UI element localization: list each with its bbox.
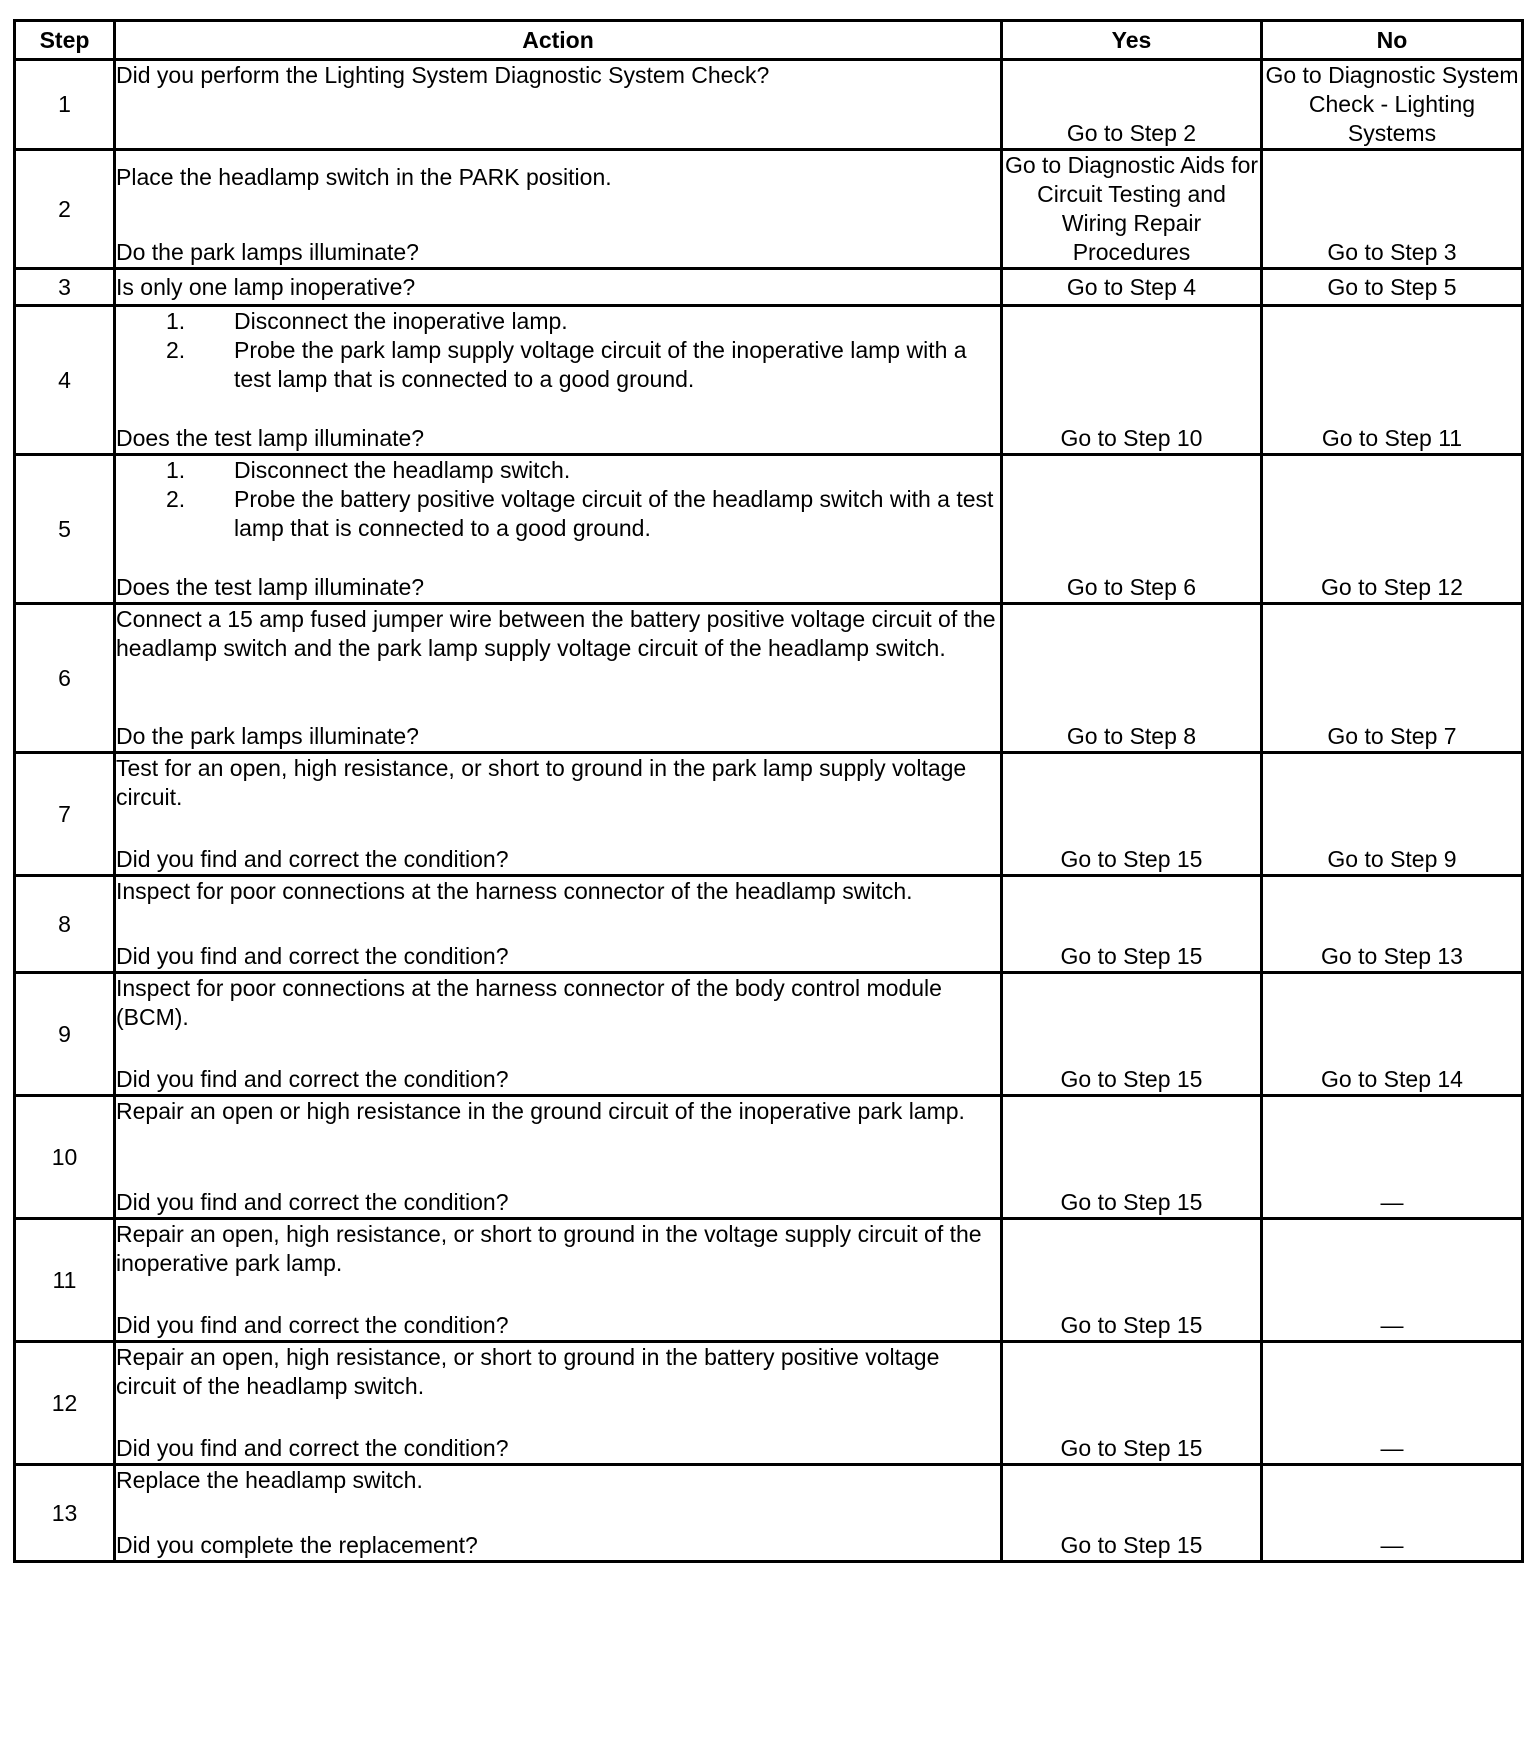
table-row [15,1465,1523,1562]
action-text: Place the headlamp switch in the PARK position. [116,164,612,190]
action-cell [115,1342,1002,1465]
action-instruction [116,877,1000,906]
action-text: Test for an open, high resistance, or short to ground in the park lamp supply voltage circuit. [116,755,967,810]
action-content [116,605,1000,751]
substep-list [116,307,1000,394]
action-content [116,1466,1000,1560]
header-row [15,21,1523,60]
yes-outcome: Go to Step 10 [1002,306,1262,455]
step-number: 4 [15,306,115,455]
action-cell [115,150,1002,269]
table-row [15,604,1523,753]
substep-number: 2. [166,337,186,363]
table-row [15,60,1523,150]
action-question: Do the park lamps illuminate? [116,723,419,749]
table-row [15,876,1523,973]
no-outcome: Go to Diagnostic System Check - Lighting Systems [1262,60,1523,150]
action-instruction [116,754,1000,812]
table-row [15,1219,1523,1342]
table-row [15,306,1523,455]
no-outcome: Go to Step 14 [1262,973,1523,1096]
table-row [15,1096,1523,1219]
action-instruction [116,1466,1000,1495]
action-cell [115,1465,1002,1562]
table-row [15,1342,1523,1465]
action-cell [115,973,1002,1096]
action-text: Repair an open or high resistance in the ground circuit of the inoperative park lamp. [116,1098,965,1124]
no-outcome: Go to Step 9 [1262,753,1523,876]
substep-item [116,456,1000,485]
action-cell [115,269,1002,306]
action-content [116,1343,1000,1463]
action-content [116,151,1000,267]
action-question: Did you find and correct the condition? [116,1189,509,1215]
action-text: Repair an open, high resistance, or short to ground in the voltage supply circuit of the inoperative park lamp. [116,1221,982,1276]
action-question: Did you find and correct the condition? [116,943,509,969]
action-text: Replace the headlamp switch. [116,1467,423,1493]
action-question: Did you find and correct the condition? [116,846,509,872]
action-cell [115,753,1002,876]
substep-item [116,485,1000,543]
step-number: 11 [15,1219,115,1342]
yes-outcome: Go to Step 6 [1002,455,1262,604]
substep-item [116,307,1000,336]
action-content [116,307,1000,453]
action-cell [115,1096,1002,1219]
substep-number: 2. [166,486,186,512]
table-row [15,753,1523,876]
action-instruction [116,1220,1000,1278]
action-instruction [116,61,1000,90]
action-question: Does the test lamp illuminate? [116,425,425,451]
action-content [116,456,1000,602]
no-outcome: — [1262,1342,1523,1465]
action-question: Does the test lamp illuminate? [116,574,425,600]
action-question: Did you find and correct the condition? [116,1312,509,1338]
step-number: 2 [15,150,115,269]
yes-outcome: Go to Step 15 [1002,1219,1262,1342]
action-question: Did you find and correct the condition? [116,1066,509,1092]
no-outcome: Go to Step 12 [1262,455,1523,604]
yes-outcome: Go to Step 2 [1002,60,1262,150]
step-number: 9 [15,973,115,1096]
action-cell [115,604,1002,753]
action-cell [115,60,1002,150]
action-cell [115,876,1002,973]
yes-outcome: Go to Step 15 [1002,1096,1262,1219]
action-text: Repair an open, high resistance, or short to ground in the battery positive voltage circuit of the headlamp switch. [116,1344,940,1399]
step-number: 7 [15,753,115,876]
no-outcome: — [1262,1219,1523,1342]
no-outcome: Go to Step 11 [1262,306,1523,455]
substep-text: Probe the park lamp supply voltage circuit of the inoperative lamp with a test lamp that is connected to a good ground. [234,337,967,392]
step-number: 12 [15,1342,115,1465]
step-number: 1 [15,60,115,150]
action-content [116,270,1000,304]
action-question: Do the park lamps illuminate? [116,239,419,265]
header-no: No [1262,21,1523,60]
no-outcome: Go to Step 13 [1262,876,1523,973]
step-number: 5 [15,455,115,604]
no-outcome: Go to Step 7 [1262,604,1523,753]
no-outcome: — [1262,1096,1523,1219]
yes-outcome: Go to Step 8 [1002,604,1262,753]
action-content [116,61,1000,148]
diagnostic-table [13,19,1524,1563]
step-number: 3 [15,269,115,306]
table-row [15,973,1523,1096]
action-question: Did you find and correct the condition? [116,1435,509,1461]
action-instruction [116,307,1000,394]
step-number: 13 [15,1465,115,1562]
substep-list [116,456,1000,543]
substep-text: Probe the battery positive voltage circuit of the headlamp switch with a test lamp that is connected to a good ground. [234,486,994,541]
substep-number: 1. [166,457,186,483]
substep-text: Disconnect the headlamp switch. [234,457,571,483]
step-number: 10 [15,1096,115,1219]
action-content [116,877,1000,971]
action-instruction [116,456,1000,543]
substep-number: 1. [166,308,186,334]
table-row [15,150,1523,269]
yes-outcome: Go to Step 4 [1002,269,1262,306]
step-number: 8 [15,876,115,973]
yes-outcome: Go to Diagnostic Aids for Circuit Testing and Wiring Repair Procedures [1002,150,1262,269]
yes-outcome: Go to Step 15 [1002,1342,1262,1465]
action-instruction [116,273,1000,302]
table-row [15,455,1523,604]
no-outcome: Go to Step 3 [1262,150,1523,269]
action-text: Inspect for poor connections at the harness connector of the headlamp switch. [116,878,913,904]
action-question: Did you complete the replacement? [116,1532,478,1558]
substep-item [116,336,1000,394]
action-content [116,1097,1000,1217]
no-outcome: Go to Step 5 [1262,269,1523,306]
table-body [15,60,1523,1562]
action-content [116,974,1000,1094]
header-action: Action [115,21,1002,60]
yes-outcome: Go to Step 15 [1002,876,1262,973]
table-row [15,269,1523,306]
diagnostic-table-sheet [13,19,1521,1563]
action-cell [115,306,1002,455]
action-instruction [116,974,1000,1032]
action-content [116,754,1000,874]
action-text: Inspect for poor connections at the harness connector of the body control module (BCM). [116,975,942,1030]
action-text: Connect a 15 amp fused jumper wire between the battery positive voltage circuit of the headlamp switch and the park lamp supply voltage circuit of the headlamp switch. [116,606,996,661]
no-outcome: — [1262,1465,1523,1562]
yes-outcome: Go to Step 15 [1002,973,1262,1096]
action-text: Is only one lamp inoperative? [116,273,416,300]
yes-outcome: Go to Step 15 [1002,1465,1262,1562]
action-cell [115,455,1002,604]
substep-text: Disconnect the inoperative lamp. [234,308,568,334]
header-yes: Yes [1002,21,1262,60]
action-instruction [116,163,1000,192]
action-text: Did you perform the Lighting System Diagnostic System Check? [116,62,770,88]
header-step: Step [15,21,115,60]
yes-outcome: Go to Step 15 [1002,753,1262,876]
step-number: 6 [15,604,115,753]
action-cell [115,1219,1002,1342]
action-instruction [116,1343,1000,1401]
action-content [116,1220,1000,1340]
action-instruction [116,605,1000,663]
action-instruction [116,1097,1000,1126]
